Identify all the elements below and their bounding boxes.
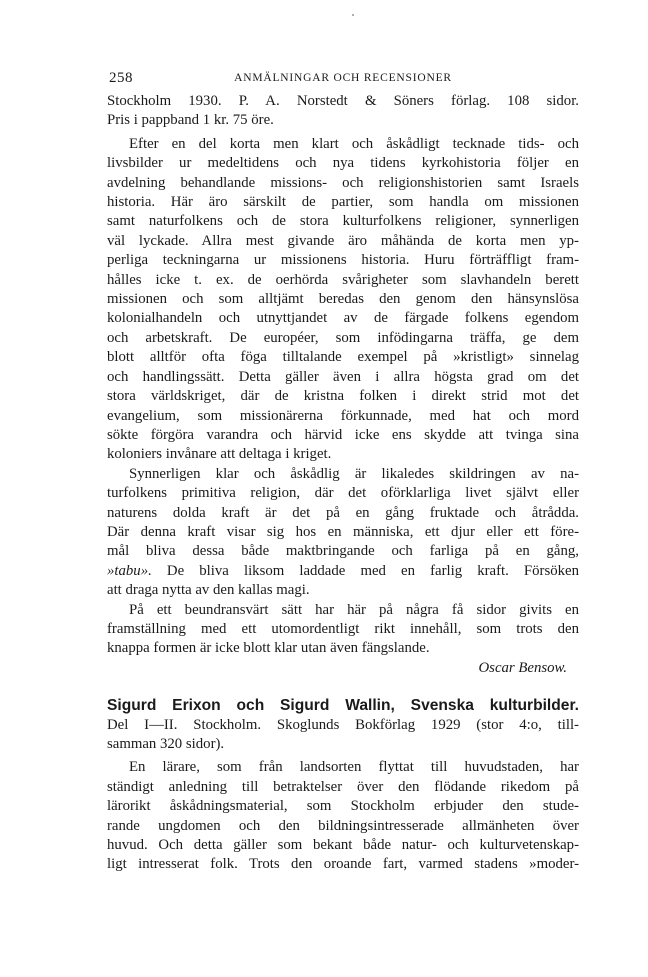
text-line: Pris i pappband 1 kr. 75 öre. (107, 112, 274, 129)
text-line: lärorikt åskådningsmaterial, som Stockholm erbjuder den stude- (107, 798, 579, 815)
text-line: rande ungdomen och den bildningsintresserade allmänheten över (107, 817, 579, 834)
text-line: koloniers invånare att deltaga i kriget. (107, 446, 332, 463)
text-line: stora världskriget, där de kristna folken i direkt strid mot det (107, 388, 579, 405)
text-line: turfolkens primitiva religion, där det oförklarliga livet självt eller (107, 485, 579, 502)
text-line: samt naturfolkens och de stora kulturfolkens religioner, synnerligen (107, 213, 579, 230)
text-line: samman 320 sidor). (107, 736, 225, 752)
review-1-paragraph-3 (107, 601, 579, 659)
text-line: avdelning behandlande missions- och religionshistorien samt Israels (107, 174, 579, 191)
page-number: 258 (109, 70, 133, 86)
text-line: och arbetskraft. De européer, som infödingarna träffa, ge dem (107, 329, 579, 346)
text-line: naturens dolda kraft är det på en gång fruktade och åtrådda. (107, 504, 579, 521)
text-line: blott alltför ofta föga tilltalande exempel på »kristligt» sinnelag (107, 349, 579, 366)
text-line: Där denna kraft visar sig hos en människa, ett djur eller ett före- (107, 523, 579, 540)
tabu-term: »tabu». (107, 562, 152, 579)
text-line-with-italic (107, 562, 579, 581)
section-title: ANMÄLNINGAR OCH RECENSIONER (234, 72, 452, 84)
review-1-paragraph-2 (107, 465, 579, 601)
review-heading: Sigurd Erixon och Sigurd Wallin, Svenska kulturbilder. (107, 697, 579, 715)
text-line: knappa formen är icke blott klar utan även fängslande. (107, 640, 430, 657)
reviewer-signature: Oscar Bensow. (478, 659, 567, 676)
text-line: mål bliva dessa både maktbringande och farliga på en gång, (107, 543, 579, 560)
text-fragment: De bliva liksom laddade med en farlig kraft. Försöken (166, 562, 580, 579)
document-page (107, 70, 579, 875)
text-line: att draga nytta av den kallas magi. (107, 582, 310, 599)
spacer (107, 678, 579, 696)
text-line: kolonialhandeln och utnyttjandet av de färgade folkens egendom (107, 310, 579, 327)
text-line: Synnerligen klar och åskådlig är likaledes skildringen av na- (129, 465, 579, 482)
text-line: och handlingssätt. Detta gäller även i allra högsta grad om det (107, 368, 579, 385)
text-line: livsbilder ur medeltidens och nya tidens kyrkohistoria följer en (107, 155, 579, 172)
review-1-paragraph-1 (107, 135, 579, 465)
review-2-paragraph-1 (107, 758, 579, 874)
text-line: väl lyckade. Allra mest givande äro måhända de korta men yp- (107, 232, 579, 249)
text-line: På ett beundransvärt sätt har här på några få sidor givits en (129, 601, 579, 618)
running-header (107, 70, 579, 92)
text-line: Del I—II. Stockholm. Skoglunds Bokförlag 1929 (stor 4:o, till- (107, 716, 579, 733)
review-1 (107, 92, 579, 678)
text-line: En lärare, som från landsorten flyttat till huvudstaden, har (129, 759, 579, 776)
text-line: Stockholm 1930. P. A. Norstedt & Söners förlag. 108 sidor. (107, 93, 579, 109)
review-2 (107, 696, 579, 875)
text-line: Efter en del korta men klart och åskådligt tecknade tids- och (129, 135, 579, 152)
text-line: evangelium, som missionärerna förkunnade, med hat och mord (107, 407, 579, 424)
text-line: framställning med ett utomordentligt rikt innehåll, som trots den (107, 620, 579, 637)
text-line: historia. Här äro särskilt de partier, som handla om missionen (107, 194, 579, 211)
text-line: hålles icke t. ex. de oerhörda svårigheter som slavhandeln berett (107, 271, 579, 288)
text-line: ligt intresserat folk. Trots den oroande fart, varmed stadens »moder- (107, 856, 579, 873)
page-speck (352, 14, 354, 16)
text-line: missionen och som alltjämt beredas den genom den hänsynslösa (107, 291, 579, 308)
text-line: sökte förgöra varandra och härvid icke ens skydde att tvinga sina (107, 426, 579, 443)
text-line: huvud. Och detta gäller som bekant både natur- och kulturvetenskap- (107, 837, 579, 854)
text-line: ständigt anledning till betraktelser över den flödande rikedom på (107, 778, 579, 795)
text-line: perliga teckningarna ur missionens historia. Huru förträffligt fram- (107, 252, 579, 269)
